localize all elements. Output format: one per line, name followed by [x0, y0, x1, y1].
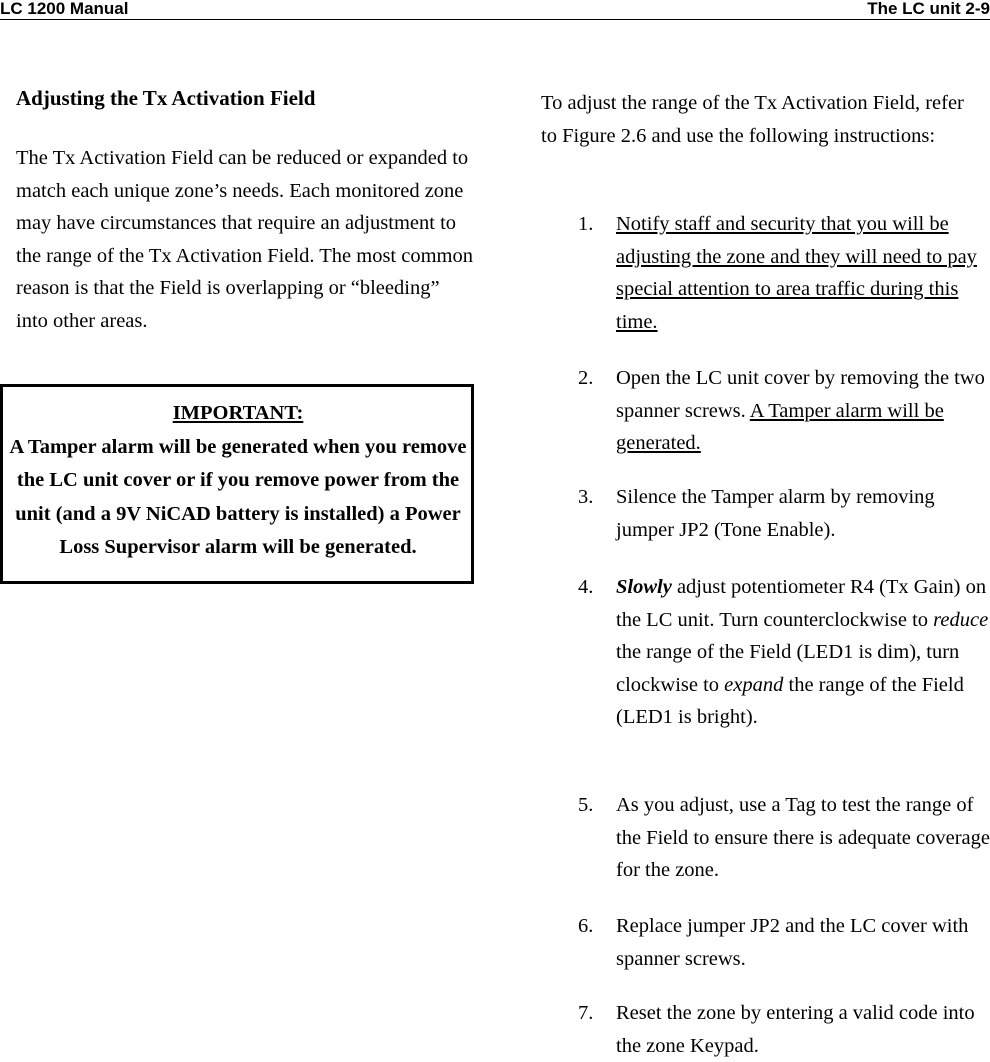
intro-paragraph: The Tx Activation Field can be reduced or expanded to match each unique zone’s needs. Each monitored zone may have circumstances that require an adjustment to the range of the Tx Activation Field. The most common reason is that the Field is overlapping or “bleeding” into other areas.	[16, 147, 473, 332]
step-number: 1.	[578, 213, 594, 235]
step-text: Reset the zone by entering a valid code into the zone Keypad.	[616, 1002, 975, 1057]
section-page-number: The LC unit 2-9	[867, 0, 990, 18]
step-4	[578, 571, 990, 734]
step-plain-text: Open the LC unit cover by removing the two spanner screws.	[616, 367, 985, 422]
step-text: Replace jumper JP2 and the LC cover with spanner screws.	[616, 915, 969, 970]
step-number: 7.	[578, 1002, 594, 1024]
step-text	[616, 571, 990, 734]
step-5	[578, 789, 990, 887]
step-text	[616, 208, 990, 338]
manual-title: LC 1200 Manual	[0, 0, 129, 18]
section-heading: Adjusting the Tx Activation Field	[16, 86, 316, 110]
important-title: IMPORTANT:	[172, 402, 304, 424]
step-text-part: the range of the Field (LED1 is dim), turn clockwise to	[616, 641, 960, 696]
step-2	[578, 362, 990, 460]
step-number: 4.	[578, 576, 594, 598]
step-italic-word: expand	[724, 673, 784, 696]
step-text-part: the range of the Field (LED1 is bright).	[616, 673, 964, 729]
instructions-intro: To adjust the range of the Tx Activation Field, refer to Figure 2.6 and use the following instructions:	[541, 92, 964, 147]
step-number: 6.	[578, 915, 594, 937]
step-7	[578, 997, 990, 1062]
step-number: 3.	[578, 486, 594, 508]
step-number: 2.	[578, 367, 594, 389]
step-text-part: adjust potentiometer R4 (Tx Gain) on the LC unit. Turn counterclockwise to	[616, 576, 987, 631]
step-text: Silence the Tamper alarm by removing jumper JP2 (Tone Enable).	[616, 486, 935, 541]
step-text: As you adjust, use a Tag to test the range of the Field to ensure there is adequate coverage for the zone.	[616, 794, 990, 882]
step-underlined-text: A Tamper alarm will be generated.	[616, 399, 944, 455]
step-underlined-text: Notify staff and security that you will be adjusting the zone and they will need to pay special attention to area traffic during this time.	[616, 213, 977, 333]
step-italic-word: reduce	[933, 608, 989, 631]
step-number: 5.	[578, 794, 594, 816]
step-1	[578, 208, 990, 338]
step-6	[578, 910, 990, 975]
step-text	[616, 362, 990, 460]
page-header	[0, 0, 990, 20]
step-3	[578, 481, 990, 546]
step-emphasis: Slowly	[616, 576, 672, 598]
important-notice-box	[0, 384, 474, 584]
important-text: A Tamper alarm will be generated when you remove the LC unit cover or if you remove power from the unit (and a 9V NiCAD battery is installed) a Power Loss Supervisor alarm will be generated.	[9, 435, 467, 558]
